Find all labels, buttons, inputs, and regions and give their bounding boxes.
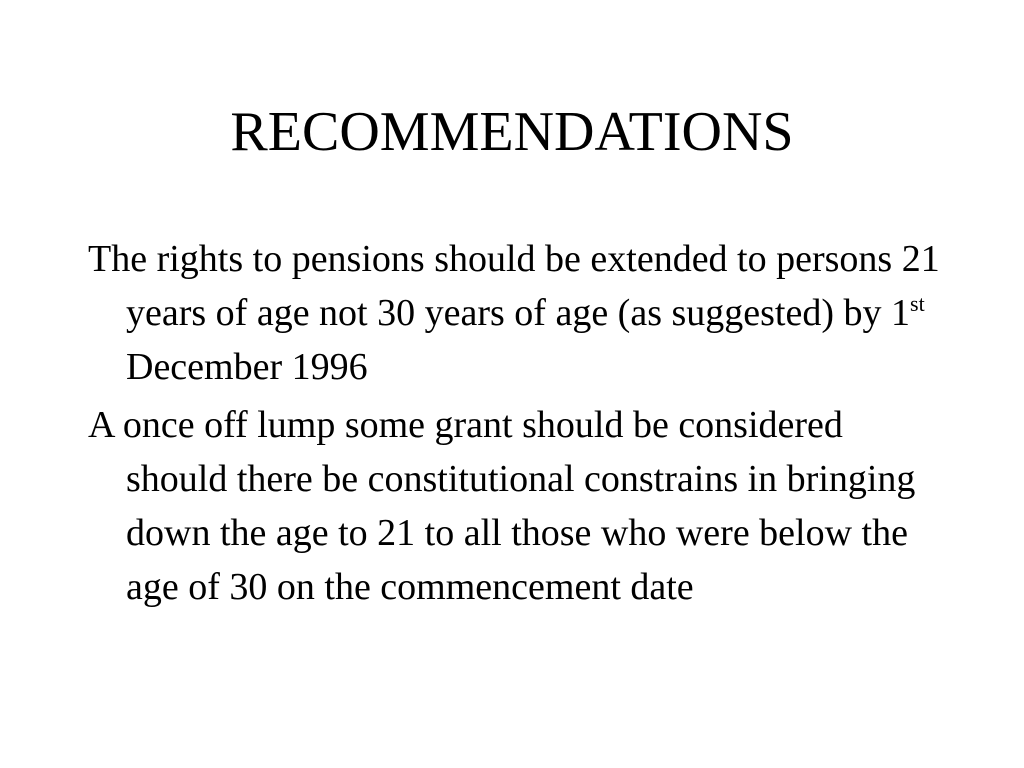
ordinal-suffix: st (910, 291, 925, 316)
recommendation-1-text: The rights to pensions should be extended to persons 21 years of age not 30 years of age (as suggested) by 1 (88, 238, 940, 334)
recommendation-item-2 (88, 398, 948, 614)
recommendation-item-1 (88, 232, 948, 394)
slide-title: RECOMMENDATIONS (230, 101, 794, 163)
recommendations-list (88, 232, 948, 618)
recommendation-2-text: A once off lump some grant should be considered should there be constitutional constrains in bringing down the age to 21 to all those who were below the age of 30 on the commencement date (88, 404, 916, 608)
recommendation-1-date: December 1996 (126, 346, 368, 388)
